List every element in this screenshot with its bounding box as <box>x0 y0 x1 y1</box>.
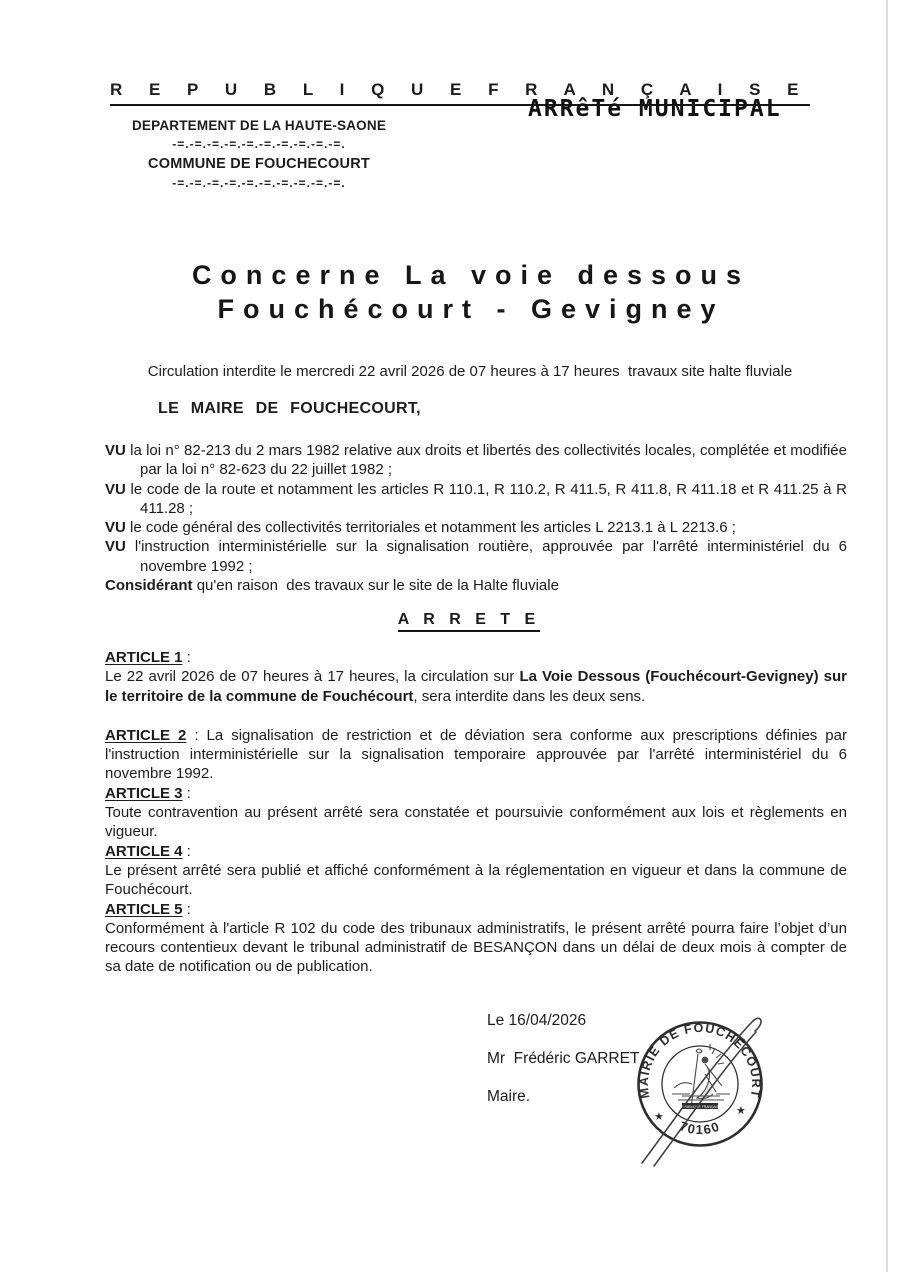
article-label: ARTICLE 3 <box>105 784 183 802</box>
star-icon: ★ <box>736 1105 746 1117</box>
mayor-heading: LE MAIRE DE FOUCHECOURT, <box>158 400 421 417</box>
article-colon: : <box>182 649 191 666</box>
recital-text: le code de la route et notamment les articles R 110.1, R 110.2, R 411.5, R 411.8, R 411.18 et R 411.25 à R 411.28 ; <box>130 480 847 517</box>
decree-title-line2: Fouchécourt - Gevigney <box>217 294 725 324</box>
recital-label: Considérant <box>105 577 193 595</box>
recital-label: VU <box>105 538 126 556</box>
document-type-stamp: ARRêTé MUNICIPAL <box>528 96 782 122</box>
article-4-label-line <box>105 842 847 861</box>
mayoral-seal-stamp <box>612 1002 792 1170</box>
recital-vu-1 <box>105 441 847 480</box>
arrete-heading: A R R E T E <box>398 611 540 632</box>
article-3-body: Toute contravention au présent arrêté sera constatée et poursuivie conformément aux lois et règlements en vigueur. <box>105 804 847 841</box>
decree-title <box>0 258 900 326</box>
recital-text: le code général des collectivités territoriales et notamment les articles L 2213.1 à L 2213.6 ; <box>130 519 736 537</box>
star-icon: ★ <box>654 1111 664 1123</box>
article-5-label-line <box>105 900 847 919</box>
arrete-heading-wrap <box>0 611 900 632</box>
article-3-label-line <box>105 784 847 803</box>
recital-label: VU <box>105 442 126 459</box>
separator-dashes: -=.-=.-=.-=.-=.-=.-=.-=.-=.-=. <box>172 137 346 151</box>
recital-considerant <box>105 576 847 595</box>
article-text: La signalisation de restriction et de déviation sera conforme aux prescriptions définies par l'instruction interministérielle sur la signalisation temporaire approuvée par l'arrêté interministériel du 6 novembre 1992. <box>105 726 847 783</box>
article-label: ARTICLE 5 <box>105 900 183 918</box>
recital-label: VU <box>105 519 126 537</box>
article-label: ARTICLE 4 <box>105 842 183 860</box>
article-5-body: Conformément à l'article R 102 du code des tribunaux administratifs, le présent arrêté pourra faire l’objet d’un recours contentieux devant le tribunal administratif de BESANÇON dans un délai de deux mois à compter de sa date de notification ou de publication. <box>105 919 847 976</box>
decree-subject-line: Circulation interdite le mercredi 22 avril 2026 de 07 heures à 17 heures travaux site halte fluviale <box>147 363 793 380</box>
svg-text:70160 <box>678 1118 723 1137</box>
recital-label: VU <box>105 480 126 498</box>
article-colon: : <box>186 726 207 744</box>
signature-date: Le 16/04/2026 <box>487 1012 587 1029</box>
recital-vu-4 <box>105 537 847 576</box>
article-label: ARTICLE 2 <box>105 726 187 744</box>
recital-text: qu'en raison des travaux sur le site de la Halte fluviale <box>196 577 559 595</box>
republic-heading: R E P U B L I Q U E F R A N Ç A I S E <box>110 80 810 106</box>
article-4-body: Le présent arrêté sera publié et affiché conformément à la réglementation en vigueur et dans la commune de Fouchécourt. <box>105 861 847 899</box>
article-1-body: Le 22 avril 2026 de 07 heures à 17 heures, la circulation sur La Voie Dessous (Fouchécourt-Gevigney) sur le territoire de la commune de Fouchécourt, sera interdite dans les deux sens. <box>105 668 847 705</box>
department-name: DEPARTEMENT DE LA HAUTE-SAONE <box>131 118 387 133</box>
signature-name: Mr Frédéric GARRET <box>487 1050 640 1067</box>
decree-title-line1: Concerne La voie dessous <box>191 260 751 290</box>
issuer-block <box>108 118 410 195</box>
recital-text: la loi n° 82-213 du 2 mars 1982 relative aux droits et libertés des collectivités locales, complétée et modifiée par la loi n° 82-623 du 22 juillet 1982 ; <box>130 442 847 479</box>
scan-edge-artifact <box>886 0 888 1272</box>
seal-center-band-text: REPUBLIQUE FRANÇAISE <box>678 1104 722 1109</box>
seal-marianne-engraving <box>672 1044 730 1108</box>
seal-arc-text: MAIRIE DE FOUCHÉCOURT <box>636 1020 764 1100</box>
signature-role: Maire. <box>487 1088 531 1105</box>
recital-vu-3 <box>105 518 847 537</box>
article-colon: : <box>182 842 191 860</box>
commune-name: COMMUNE DE FOUCHECOURT <box>148 156 370 172</box>
svg-text:MAIRIE DE FOUCHÉCOURT <box>637 1021 763 1100</box>
articles-block <box>105 648 847 977</box>
recital-vu-2 <box>105 480 847 519</box>
article-2-body <box>105 726 847 784</box>
seal-postal-code: 70160 <box>677 1118 723 1138</box>
article-1-label-line <box>105 648 847 667</box>
article-label: ARTICLE 1 <box>105 649 183 666</box>
article-colon: : <box>182 900 191 918</box>
separator-dashes: -=.-=.-=.-=.-=.-=.-=.-=.-=.-=. <box>172 176 346 190</box>
recital-text: l'instruction interministérielle sur la signalisation routière, approuvée par l'arrêté interministériel du 6 novembre 1992 ; <box>134 538 847 575</box>
recitals-block <box>105 441 847 595</box>
article-colon: : <box>182 784 191 802</box>
